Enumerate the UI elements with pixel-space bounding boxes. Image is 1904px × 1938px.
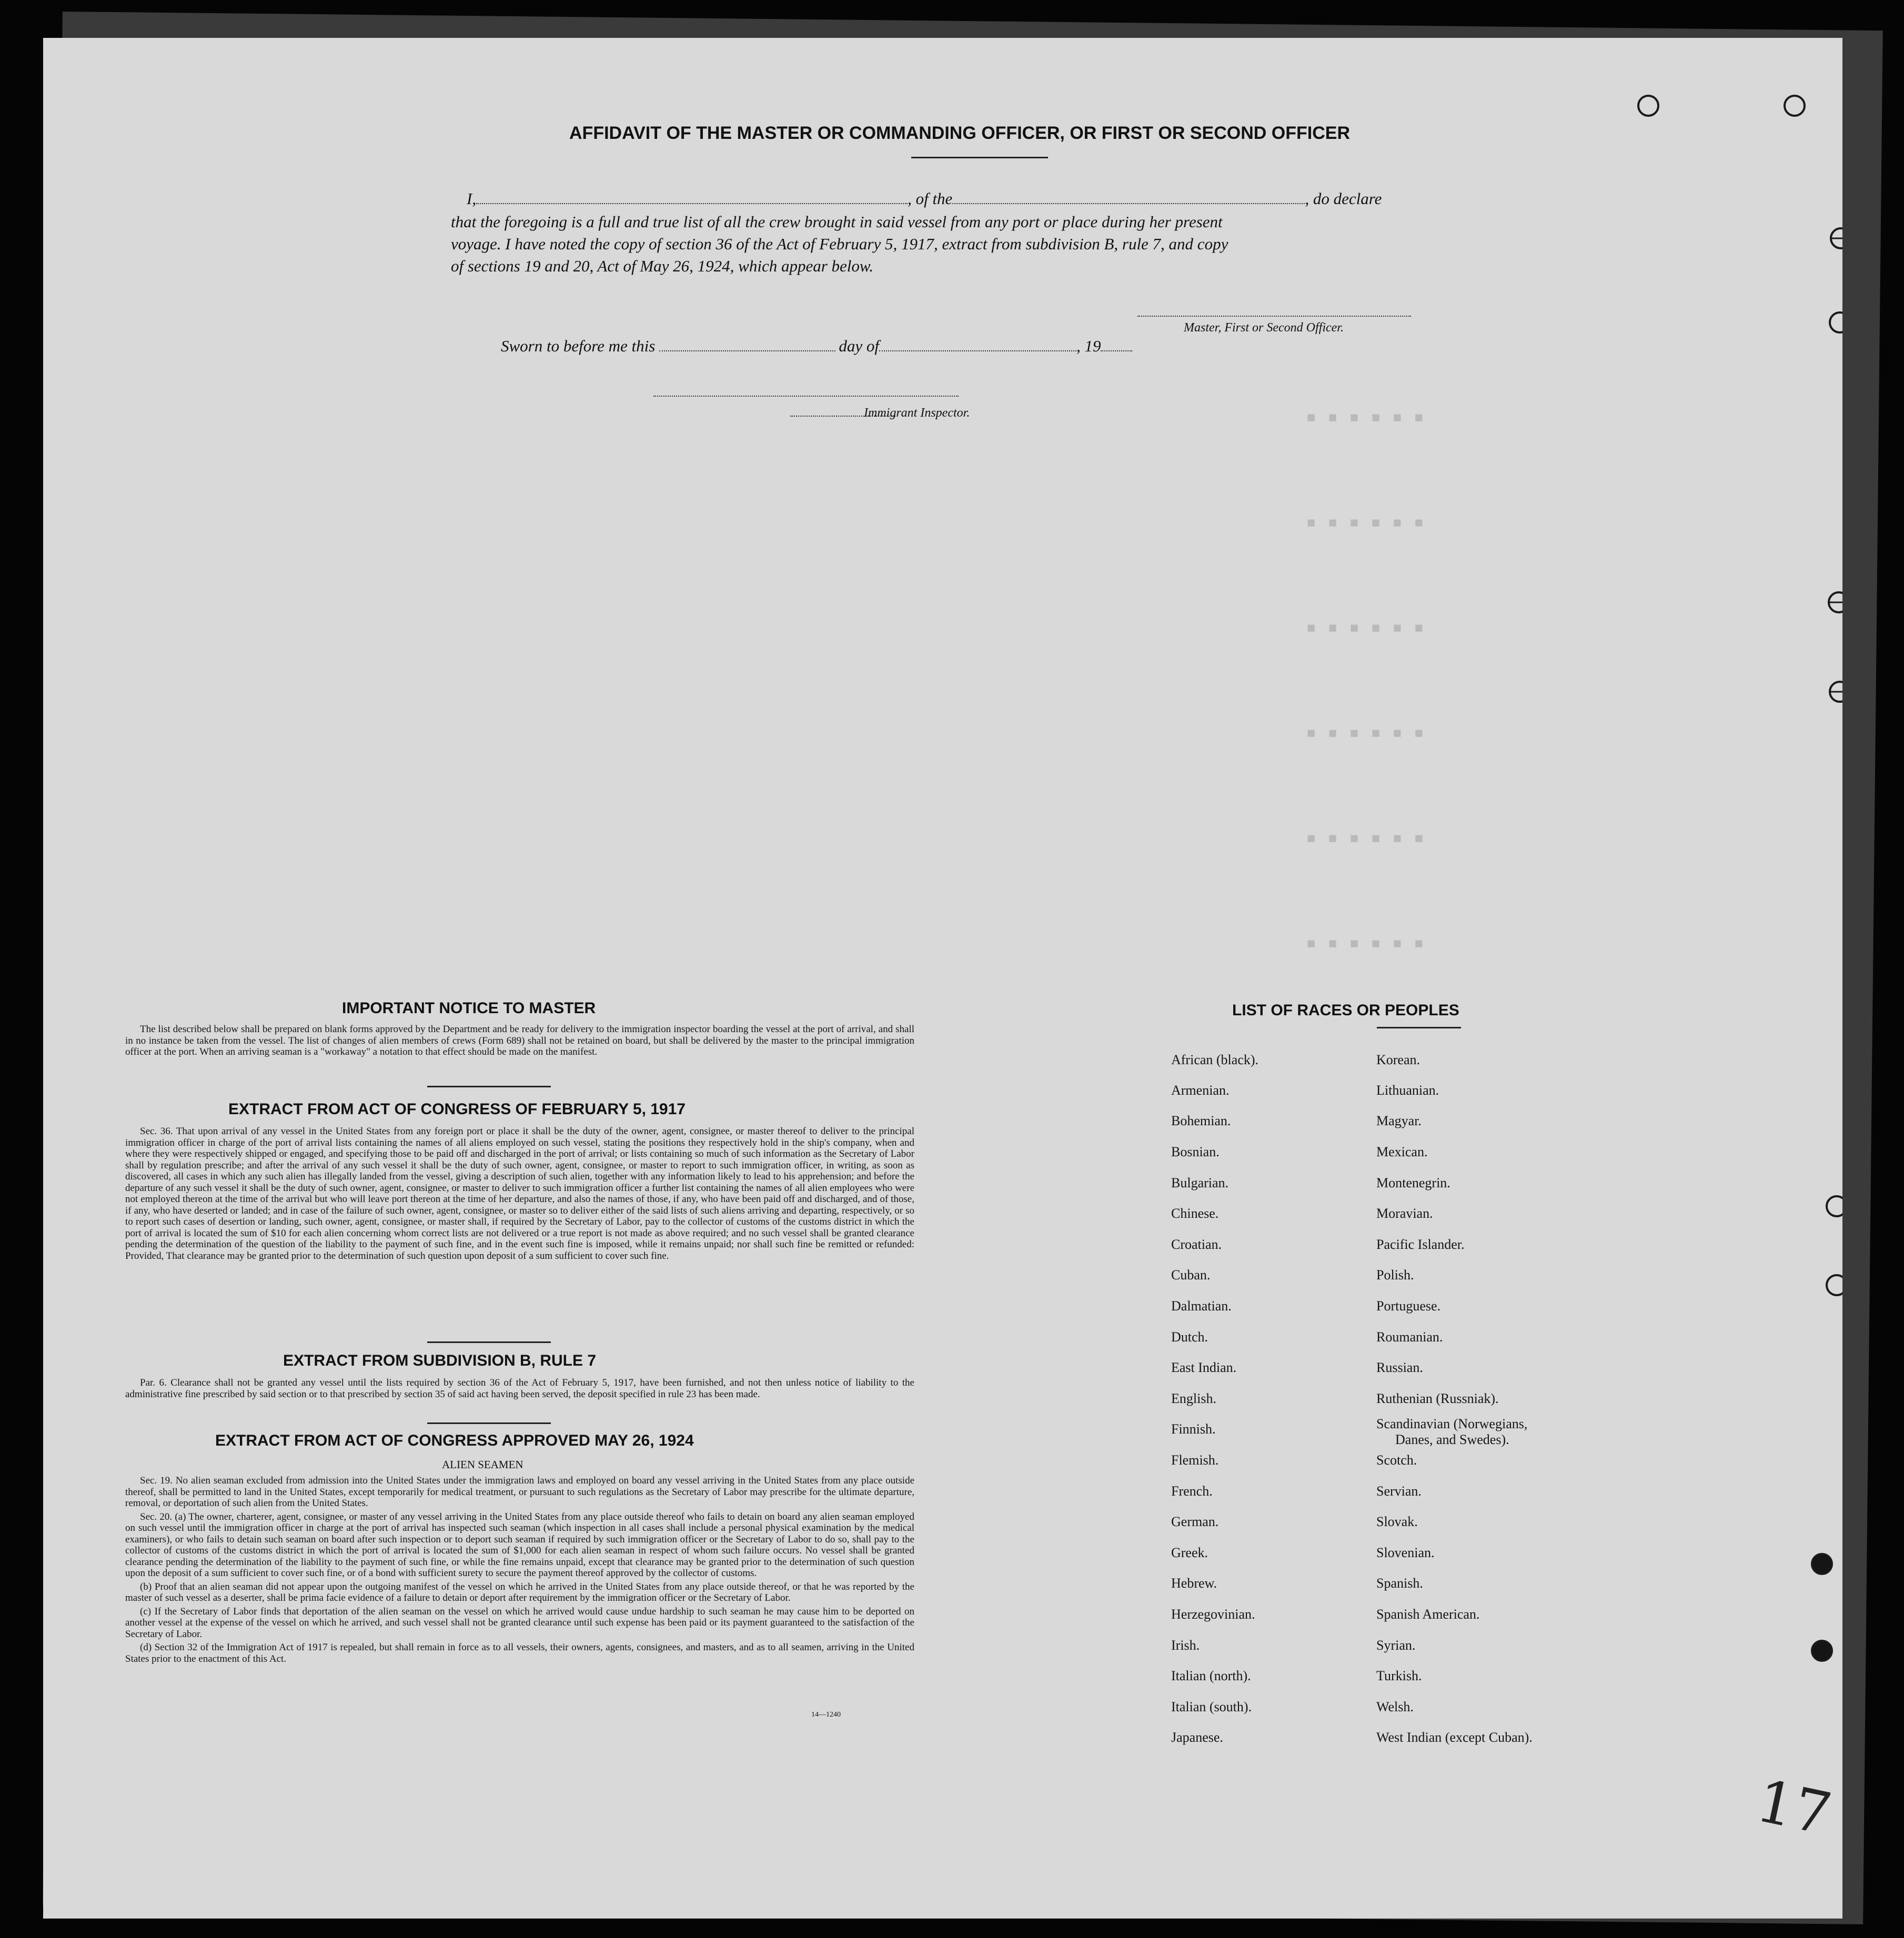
race-scotch: Scotch. <box>1376 1452 1417 1468</box>
race-scandinavian-line2: Danes, and Swedes). <box>1395 1432 1509 1447</box>
vessel-blank <box>952 203 1305 204</box>
race-chinese: Chinese. <box>1171 1206 1219 1221</box>
rule7-text: Par. 6. Clearance shall not be granted any vessel until the lists required by section 36 of the Act of February 5, 1917, have been furnished, and not then unless notice of liability to the administrative fine prescribed by said section or to that prescribed by section 35 of said act having been served, the deposit specified in rule 23 has been made. <box>125 1377 914 1400</box>
punch-hole-icon <box>1826 1274 1842 1296</box>
section-20d-text: (d) Section 32 of the Immigration Act of 1917 is repealed, but shall remain in force as to all vessels, their owners, agents, consignees, and masters, and as to all seamen, arriving in the United States prior to the enactment of this Act. <box>125 1642 914 1664</box>
notice-text: The list described below shall be prepared on blank forms approved by the Department and be ready for delivery to the immigration inspector boarding the vessel at the port of arrival, and shall in no instance be taken from the vessel. The list of changes of alien members of crews (Form 689) shall not be retained on board, but shall be delivered by the master to the principal immigration officer at the port. When an arriving seaman is a "workaway" a notation to that effect should be made on the manifest. <box>125 1024 914 1057</box>
race-welsh: Welsh. <box>1376 1699 1414 1714</box>
race-greek: Greek. <box>1171 1545 1208 1560</box>
month-blank <box>879 350 1076 351</box>
notice-title: IMPORTANT NOTICE TO MASTER <box>342 1000 596 1017</box>
race-west-indian: West Indian (except Cuban). <box>1376 1730 1533 1745</box>
notice-body <box>125 1024 914 1060</box>
master-signature-caption: Master, First or Second Officer. <box>1184 321 1344 335</box>
bleed-through-texture: ▪ ▪ ▪ ▪ ▪ ▪ <box>1306 827 1425 848</box>
title-divider <box>911 157 1048 158</box>
race-scandinavian: Scandinavian (Norwegians, <box>1376 1416 1528 1431</box>
race-german: German. <box>1171 1514 1219 1529</box>
affidavit-line-3: voyage. I have noted the copy of section 36 of the Act of February 5, 1917, extract from subdivision B, rule 7, and copy <box>451 235 1228 253</box>
race-dutch: Dutch. <box>1171 1329 1208 1345</box>
punch-hole-icon <box>1830 227 1842 249</box>
race-spanish: Spanish. <box>1376 1576 1423 1591</box>
divider <box>427 1086 551 1087</box>
punch-hole-icon <box>1826 1195 1842 1217</box>
sworn-line <box>501 337 1132 356</box>
race-spanish-american: Spanish American. <box>1376 1607 1480 1622</box>
affidavit-line-1 <box>467 189 1382 208</box>
handwritten-page-number: 17 <box>1751 1767 1837 1849</box>
bleed-through-texture: ▪ ▪ ▪ ▪ ▪ ▪ <box>1306 406 1425 427</box>
bleed-through-texture: ▪ ▪ ▪ ▪ ▪ ▪ <box>1306 932 1425 953</box>
sworn-text: Sworn to before me this <box>501 337 656 355</box>
race-bohemian: Bohemian. <box>1171 1113 1231 1128</box>
race-syrian: Syrian. <box>1376 1638 1416 1653</box>
race-moravian: Moravian. <box>1376 1206 1433 1221</box>
race-mexican: Mexican. <box>1376 1144 1428 1159</box>
race-servian: Servian. <box>1376 1483 1422 1499</box>
race-dalmatian: Dalmatian. <box>1171 1298 1232 1314</box>
section-19-text: Sec. 19. No alien seaman excluded from admission into the United States under the immigration laws and employed on board any vessel arriving in the United States from any place outside thereof, shall be permitted to land in the United States, except temporarily for medical treatment, or pursuant to such regulations as the Secretary of Labor may prescribe for the ultimate departure, removal, or deportation of such alien from the United States. <box>125 1475 914 1509</box>
affidavit-title: AFFIDAVIT OF THE MASTER OR COMMANDING OFFICER, OR FIRST OR SECOND OFFICER <box>569 123 1350 143</box>
form-number: 14—1240 <box>811 1711 841 1719</box>
section-20b-text: (b) Proof that an alien seaman did not appear upon the outgoing manifest of the vessel on which he arrived in the United States from any place outside thereof, or that he was reported by the master of such vessel as a deserter, shall be prima facie evidence of a failure to detain or deport after requirement by the immigration officer or the Secretary of Labor. <box>125 1581 914 1603</box>
race-italian-north: Italian (north). <box>1171 1668 1251 1683</box>
punch-hole-icon <box>1811 1553 1833 1575</box>
year-blank <box>1101 350 1132 351</box>
master-signature-line <box>1137 316 1411 317</box>
race-african: African (black). <box>1171 1052 1259 1067</box>
bleed-through-texture: ▪ ▪ ▪ ▪ ▪ ▪ <box>1306 722 1425 743</box>
document-page <box>43 38 1842 1919</box>
race-finnish: Finnish. <box>1171 1421 1216 1437</box>
affidavit-declare: , do declare <box>1305 189 1382 208</box>
race-turkish: Turkish. <box>1376 1668 1422 1683</box>
race-japanese: Japanese. <box>1171 1730 1223 1745</box>
race-east-indian: East Indian. <box>1171 1360 1237 1375</box>
race-russian: Russian. <box>1376 1360 1423 1375</box>
extract-1924-body <box>125 1475 914 1667</box>
alien-seamen-subtitle: ALIEN SEAMEN <box>442 1458 523 1471</box>
races-title-divider <box>1377 1027 1461 1028</box>
affidavit-i: I, <box>467 189 477 208</box>
race-croatian: Croatian. <box>1171 1237 1222 1252</box>
name-blank <box>476 203 908 204</box>
race-hebrew: Hebrew. <box>1171 1576 1217 1591</box>
day-of-text: day of <box>839 337 879 355</box>
extract-rule7-title: EXTRACT FROM SUBDIVISION B, RULE 7 <box>283 1352 597 1369</box>
race-polish: Polish. <box>1376 1267 1414 1283</box>
punch-hole-icon <box>1829 681 1842 703</box>
inspector-signature-line <box>653 396 959 397</box>
race-armenian: Armenian. <box>1171 1083 1230 1098</box>
race-magyar: Magyar. <box>1376 1113 1422 1128</box>
race-ruthenian: Ruthenian (Russniak). <box>1376 1391 1499 1406</box>
race-italian-south: Italian (south). <box>1171 1699 1252 1714</box>
affidavit-line-2: that the foregoing is a full and true list of all the crew brought in said vessel from any port or place during her present <box>451 213 1223 231</box>
race-english: English. <box>1171 1391 1216 1406</box>
punch-hole-icon <box>1829 311 1842 334</box>
punch-hole-icon <box>1784 95 1806 117</box>
race-bosnian: Bosnian. <box>1171 1144 1220 1159</box>
bleed-through-texture: ▪ ▪ ▪ ▪ ▪ ▪ <box>1306 511 1425 532</box>
extract-1917-title: EXTRACT FROM ACT OF CONGRESS OF FEBRUARY 5, 1917 <box>228 1101 686 1118</box>
races-title: LIST OF RACES OR PEOPLES <box>1232 1002 1459 1019</box>
extract-1924-title: EXTRACT FROM ACT OF CONGRESS APPROVED MAY 26, 1924 <box>215 1432 694 1449</box>
race-french: French. <box>1171 1483 1213 1499</box>
race-bulgarian: Bulgarian. <box>1171 1175 1229 1190</box>
race-lithuanian: Lithuanian. <box>1376 1083 1439 1098</box>
section-20a-text: Sec. 20. (a) The owner, charterer, agent, consignee, or master of any vessel arriving in the United States from any place outside thereof who fails to detain on board any alien seaman employed on such vessel until the immigration officer in charge at the port of arrival has inspected such seaman (which inspection in all cases shall include a personal physical examination by the medical examiners), or who fails to detain such seaman on board after such inspection or to deport such seaman if required by such immigration officer or the Secretary of Labor to do so, shall pay to the collector of customs of the customs district in which the port of arrival is located the sum of $1,000 for each alien seaman in respect of whom such failure occurs. No vessel shall be granted clearance pending the determination of the liability to the payment of such fine, or while the fine remains unpaid, except that clearance may be granted prior to the determination of such question upon the deposit of a sum sufficient to cover such fine, or of a bond with sufficient surety to secure the payment thereof approved by the collector of customs. <box>125 1511 914 1579</box>
day-blank <box>659 350 835 351</box>
extract-1917-body <box>125 1126 914 1264</box>
punch-hole-icon <box>1637 95 1659 117</box>
race-slovak: Slovak. <box>1376 1514 1418 1529</box>
inspector-caption: Immigrant Inspector. <box>864 406 970 420</box>
race-irish: Irish. <box>1171 1638 1200 1653</box>
race-pacific-islander: Pacific Islander. <box>1376 1237 1465 1252</box>
section-36-text: Sec. 36. That upon arrival of any vessel in the United States from any foreign port or place it shall be the duty of the owner, agent, consignee, or master thereof to deliver to the principal immigration officer in charge of the port of arrival lists containing the names of all aliens employed on such vessel, stating the positions they respectively hold in the ship's company, when and where they were respectively shipped or engaged, and specifying those to be paid off and discharged in the port of arrival; or lists containing so much of such information as the Secretary of Labor shall by regulation prescribe; and after the arrival of any such vessel it shall be the duty of such owner, agent, consignee, or master to report to such immigration officer, in writing, as soon as discovered, all cases in which any such alien has illegally landed from the vessel, giving a description of such alien, together with any information likely to lead to his apprehension; and before the departure of any such vessel it shall be the duty of such owner, agent, consignee, or master to deliver to such immigration officer a further list containing the names of all alien employees who were not employed thereon at the time of the arrival but who will leave port thereon at the time of her departure, and also the names of those, if any, who have been paid off and discharged, and of those, if any, who have deserted or landed; and in case of the failure of such owner, agent, consignee, or master so to deliver either of the said lists of such aliens arriving and departing, respectively, or so to report such cases of desertion or landing, such owner, agent, consignee, or master shall, if required by the Secretary of Labor, pay to the collector of customs of the customs district in which the port of arrival is located the sum of $10 for each alien concerning whom correct lists are not delivered or a true report is not made as above required; and no such vessel shall be granted clearance pending the determination of the question of the liability to the payment of such fine, and in the event such fine is imposed, while it remains unpaid; nor shall such fine be remitted or refunded: Provided, That clearance may be granted prior to the determination of such question upon deposit of a sum sufficient to cover such fine. <box>125 1126 914 1261</box>
race-slovenian: Slovenian. <box>1376 1545 1435 1560</box>
affidavit-line-4: of sections 19 and 20, Act of May 26, 1924, which appear below. <box>451 257 874 275</box>
extract-rule7-body <box>125 1377 914 1402</box>
affidavit-of-the: , of the <box>908 189 953 208</box>
race-herzegovinian: Herzegovinian. <box>1171 1607 1255 1622</box>
race-cuban: Cuban. <box>1171 1267 1211 1283</box>
race-montenegrin: Montenegrin. <box>1376 1175 1450 1190</box>
divider <box>427 1341 551 1343</box>
divider <box>427 1422 551 1424</box>
bleed-through-texture: ▪ ▪ ▪ ▪ ▪ ▪ <box>1306 617 1425 638</box>
race-korean: Korean. <box>1376 1052 1421 1067</box>
race-flemish: Flemish. <box>1171 1452 1219 1468</box>
punch-hole-icon <box>1811 1640 1833 1662</box>
race-roumanian: Roumanian. <box>1376 1329 1443 1345</box>
section-20c-text: (c) If the Secretary of Labor finds that deportation of the alien seaman on the vessel on which he arrived would cause undue hardship to such seaman he may cause him to be deported on another vessel at the expense of the vessel on which he arrived, and such vessel shall not be granted clearance until such expense has been paid or its payment guaranteed to the satisfaction of the Secretary of Labor. <box>125 1606 914 1640</box>
punch-hole-icon <box>1828 591 1842 613</box>
race-portuguese: Portuguese. <box>1376 1298 1441 1314</box>
year-prefix: , 19 <box>1076 337 1101 355</box>
